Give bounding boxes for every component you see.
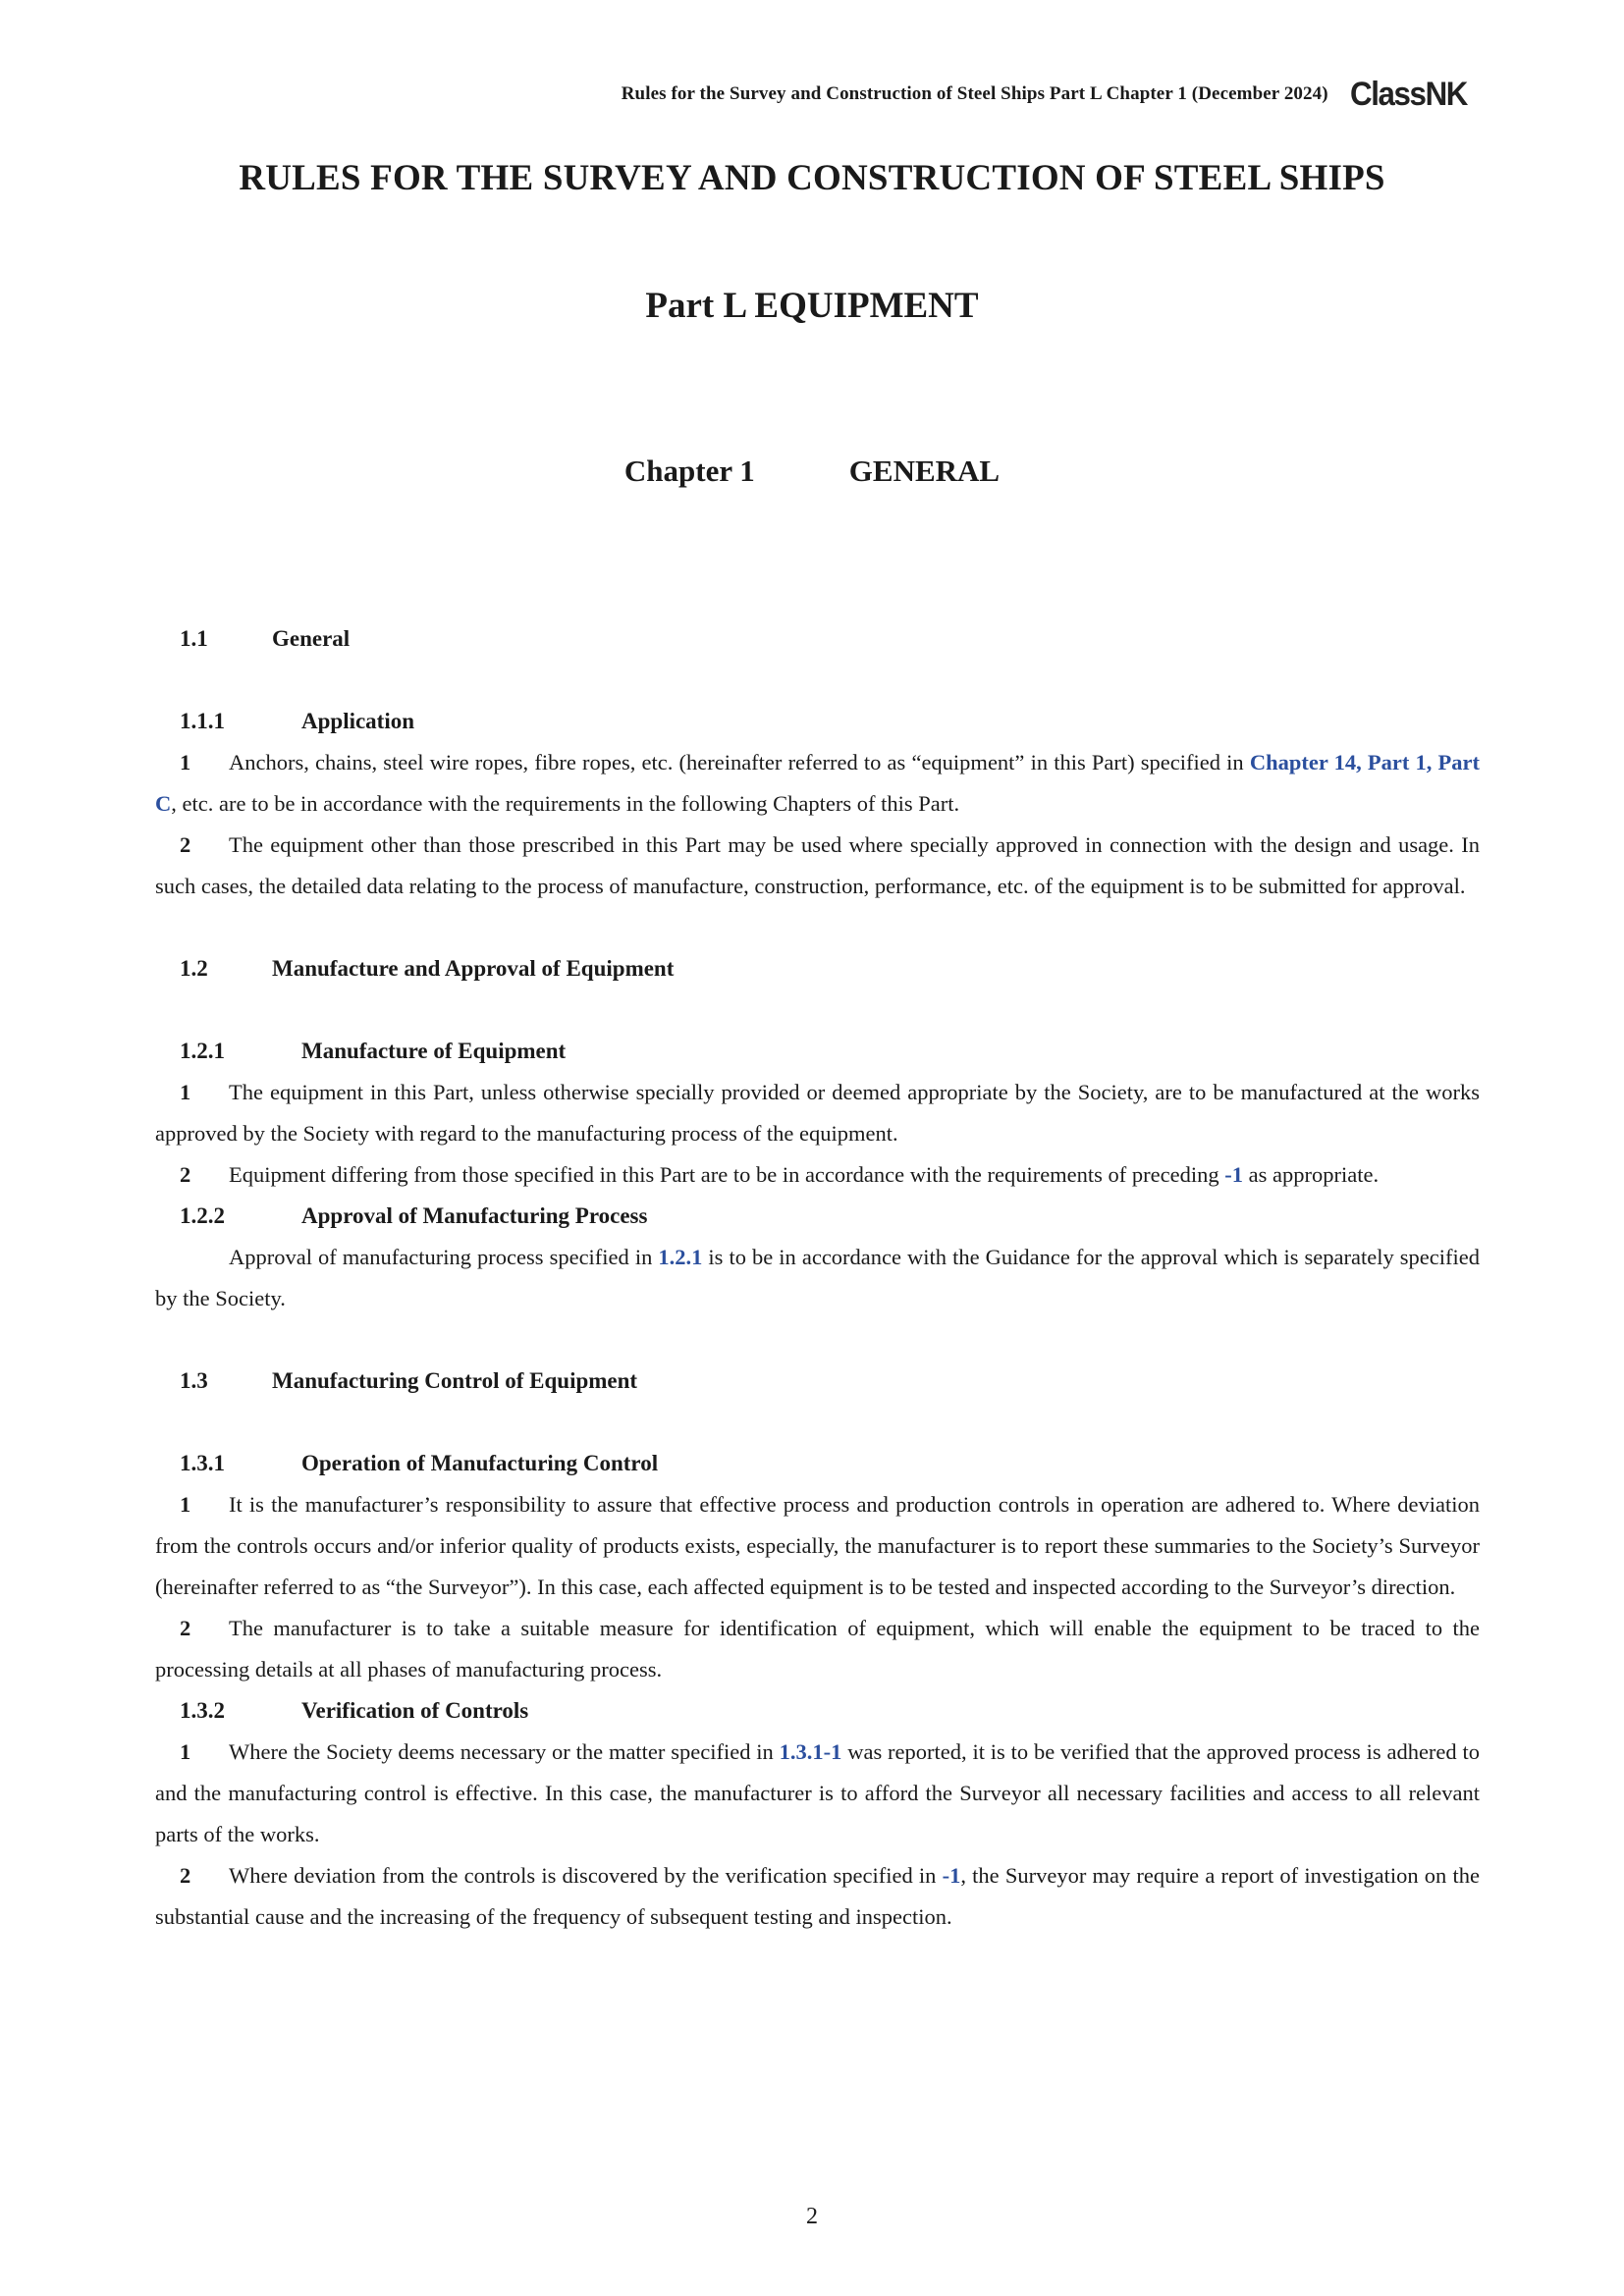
page-number: 2 [806, 2204, 818, 2229]
subsection-number: 1.1.1 [180, 709, 225, 733]
paragraph-number: 2 [180, 1616, 191, 1640]
paragraph-text: is to be in accordance with the Guidance for the approval which is separately specified by the Society. [155, 1245, 1480, 1310]
subsection-number: 1.3.1 [180, 1451, 225, 1475]
part-title: Part L EQUIPMENT [645, 286, 979, 326]
paragraph-text: Where deviation from the controls is discovered by the verification specified in [229, 1863, 943, 1888]
subsection-title: Manufacture of Equipment [301, 1039, 567, 1063]
paragraph [155, 1608, 1480, 1690]
paragraph [155, 1154, 1480, 1196]
subsection-heading [155, 1196, 1480, 1237]
section-number: 1.2 [180, 956, 208, 981]
cross-reference-link[interactable]: -1 [942, 1863, 961, 1888]
subsection-title: Approval of Manufacturing Process [301, 1203, 648, 1228]
paragraph-number: 2 [180, 832, 191, 857]
paragraph-number: 1 [180, 1080, 191, 1104]
paragraph-number: 2 [180, 1863, 191, 1888]
paragraph-text: Equipment differing from those specified in this Part are to be in accordance with the requirements of preceding [229, 1162, 1225, 1187]
paragraph-text: , etc. are to be in accordance with the requirements in the following Chapters of this Part. [171, 791, 960, 816]
paragraph-text: The equipment other than those prescribed in this Part may be used where specially approved in connection with the design and usage. In such cases, the detailed data relating to the process of manufacture, construction, performance, etc. of the equipment is to be submitted for approval. [155, 832, 1480, 898]
paragraph [155, 1732, 1480, 1855]
document-body [155, 618, 1480, 1938]
cross-reference-link[interactable]: 1.3.1-1 [779, 1739, 842, 1764]
subsection-title: Operation of Manufacturing Control [301, 1451, 659, 1475]
paragraph [155, 1484, 1480, 1608]
paragraph-text: Where the Society deems necessary or the matter specified in [229, 1739, 780, 1764]
section-title: Manufacture and Approval of Equipment [272, 956, 675, 981]
paragraph-text: Anchors, chains, steel wire ropes, fibre ropes, etc. (hereinafter referred to as “equipment” in this Part) specified in [229, 750, 1250, 774]
paragraph-text: , the Surveyor may require a report of investigation on the substantial cause and the increasing of the frequency of subsequent testing and inspection. [155, 1863, 1480, 1929]
cross-reference-link[interactable]: 1.2.1 [658, 1245, 703, 1269]
section-heading [155, 948, 1480, 989]
document-title: RULES FOR THE SURVEY AND CONSTRUCTION OF STEEL SHIPS [239, 158, 1385, 198]
classnk-logo: ClassNK [1349, 76, 1467, 113]
section-number: 1.1 [180, 626, 208, 651]
subsection-heading [155, 1690, 1480, 1732]
paragraph [155, 1072, 1480, 1154]
paragraph-text: It is the manufacturer’s responsibility to assure that effective process and production controls in operation are adhered to. Where deviation from the controls occurs and/or inferior quality of products exists, especially, the manufacturer is to report these summaries to the Society’s Surveyor (hereinafter referred to as “the Surveyor”). In this case, each affected equipment is to be tested and inspected according to the Surveyor’s direction. [155, 1492, 1480, 1599]
paragraph-text: as appropriate. [1243, 1162, 1380, 1187]
subsection-number: 1.2.2 [180, 1203, 225, 1228]
subsection-heading [155, 701, 1480, 742]
subsection-number: 1.2.1 [180, 1039, 225, 1063]
subsection-title: Verification of Controls [301, 1698, 529, 1723]
chapter-name: GENERAL [848, 454, 1001, 488]
paragraph [155, 742, 1480, 825]
paragraph [155, 825, 1480, 907]
paragraph-text: The manufacturer is to take a suitable measure for identification of equipment, which will enable the equipment to be traced to the processing details at all phases of manufacturing process. [155, 1616, 1480, 1682]
running-title: Rules for the Survey and Construction of Steel Ships Part L Chapter 1 (December 2024) [621, 83, 1328, 104]
section-title: Manufacturing Control of Equipment [272, 1368, 638, 1393]
subsection-title: Application [301, 709, 415, 733]
paragraph [155, 1855, 1480, 1938]
section-heading [155, 1361, 1480, 1402]
subsection-heading [155, 1443, 1480, 1484]
chapter-title [0, 454, 1624, 489]
subsection-heading [155, 1031, 1480, 1072]
paragraph-number: 1 [180, 1492, 191, 1517]
chapter-number: Chapter 1 [623, 454, 755, 488]
paragraph-text: was reported, it is to be verified that the approved process is adhered to and the manufacturing control is effective. In this case, the manufacturer is to afford the Surveyor all necessary facilities and access to all relevant parts of the works. [155, 1739, 1481, 1846]
cross-reference-link[interactable]: -1 [1224, 1162, 1243, 1187]
paragraph-number: 1 [180, 750, 191, 774]
paragraph-number: 2 [180, 1162, 191, 1187]
running-header [622, 77, 1477, 112]
paragraph-text: Approval of manufacturing process specified in [229, 1245, 659, 1269]
paragraph [155, 1237, 1480, 1319]
paragraph-number: 1 [180, 1739, 191, 1764]
section-title: General [272, 626, 351, 651]
cross-reference-link[interactable]: Chapter 14, Part 1, Part C [155, 750, 1480, 816]
section-heading [155, 618, 1480, 660]
subsection-number: 1.3.2 [180, 1698, 225, 1723]
section-number: 1.3 [180, 1368, 208, 1393]
paragraph-text: The equipment in this Part, unless otherwise specially provided or deemed appropriate by the Society, are to be manufactured at the works approved by the Society with regard to the manufacturing process of the equipment. [155, 1080, 1480, 1146]
